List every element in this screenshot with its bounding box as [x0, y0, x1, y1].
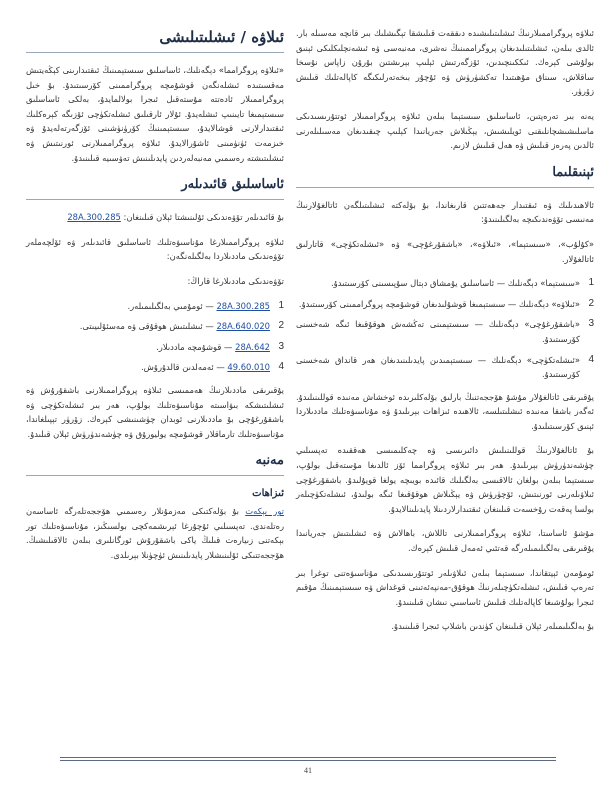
list-item-text — [26, 319, 270, 334]
reference-list — [26, 299, 284, 375]
reference-description: — ئەمەلدىن قالدۇرۇش. — [141, 362, 225, 373]
list-item — [296, 276, 594, 291]
list-item-text — [26, 360, 270, 375]
list-item-number: 4 — [278, 361, 284, 373]
section2-paragraph: ئىلاۋە پروگراممىلارغا مۇناسىۋەتلىك ئاساسلىق قائىدىلەر ۋە ئۆلچەملەر تۆۋەندىكى ماددىلاردا بەلگىلەنگەن: — [26, 236, 284, 262]
list-item-number: 2 — [278, 320, 284, 332]
body-paragraph-2: مۇشۇ ئاساستا، ئىلاۋە پروگراممىلارنى تاللاش، باھالاش ۋە ئىشلىتىش جەريانىدا يۇقىرىقى بەلگىلىمىلەرگە قەتئىي ئەمەل قىلىش كېرەك. — [296, 528, 594, 554]
section3-paragraph-text: بۇ بۆلەكتىكى مەزمۇنلار رەسمىي ھۆججەتلەرگە ئاساسەن رەتلەندى. تەپسىلىي ئۇچۇرغا ئېرىشمەكچى بولسىڭىز، مۇناسىۋەتلىك تور بېكەتنى زىيارەت قىلىڭ ياكى باشقۇرۇش ئورگانلىرى بىلەن ئالاقىلىشىڭ. ھۆججەتتىكى ئۇلىنىشلار پايدىلىنىش ئۈچۈنلا بېرىلدى. — [26, 506, 284, 561]
list-item — [26, 340, 284, 355]
list-item-text: «باشقۇرغۇچى» دېگەنلىك — سىستېمىنى تەڭشەش ھوقۇقىغا ئىگە شەخسنى كۆرسىتىدۇ. — [296, 319, 580, 344]
section1-paragraph: «ئىلاۋە پروگرامما» دېگەنلىك، ئاساسلىق سىستېمىنىڭ ئىقتىدارىنى كېڭەيتىش مەقسىتىدە ئىشلەنگەن قوشۇمچە پروگراممىنى كۆرسىتىدۇ. بۇ خىل پروگراممىلار ئادەتتە مۇستەقىل ئىجرا بولالمايدۇ، بەلكى ئاساسلىق سىستېمىغا تايىنىپ ئىشلەيدۇ. ئۇلار ئارقىلىق ئىشلەتكۈچى ئۆزىگە كېرەكلىك ئىقتىدارلارنى قوشالايدۇ، سىستېمىنىڭ كۆرۈنۈشىنى ئۆزگەرتەلەيدۇ ۋە خىزمەت ئۈنۈمىنى ئاشۇرالايدۇ. ئىلاۋە پروگراممىلارنى ئورنىتىش ۋە ئىشلىتىشتە رەسمىي مەنبەلەردىن پايدىلىنىش تەۋسىيە قىلىنىدۇ. — [26, 65, 284, 163]
reference-link[interactable]: 28A.640.020 — [216, 321, 270, 332]
intro-paragraph-2: يەنە بىر تەرەپتىن، ئاساسلىق سىستېما بىلەن ئىلاۋە پروگراممىلار ئوتتۇرىسىدىكى ماسلىشىشچانلىقنى ئويلىشىش، يېڭىلاش جەريانىدا كېلىپ چىقىدىغان مەسىلىلەرنى ئالدىن پەرەز قىلىش ۋە ھەل قىلىش لازىم. — [296, 110, 594, 151]
section1-heading: ئىلاۋە / ئىشلىتىلىشى — [159, 28, 284, 46]
section2-after-paragraph: يۇقىرىقى ماددىلارنىڭ ھەممىسى ئىلاۋە پروگراممىلارنى باشقۇرۇش ۋە ئىشلىتىشكە بىۋاسىتە مۇناسىۋەتلىك بولۇپ، ھەر بىر ئىشلەتكۈچى ۋە باشقۇرغۇچى بۇ ماددىلارنى ئوبدان چۈشىنىشى كېرەك. زۆرۈر تېپىلغاندا، مۇناسىۋەتلىك تارماقلار قوشۇمچە يوليورۇق ۋە چۈشەندۈرۈش ئېلان قىلىدۇ. — [26, 384, 284, 439]
list-item — [26, 299, 284, 314]
definitions-paragraph: ئالاھىدىلىك ۋە ئىقتىدار جەھەتتىن قارىغاندا، بۇ بۆلەكتە ئىشلىتىلگەن ئاتالغۇلارنىڭ مەنىسى تۆۋەندىكىچە بەلگىلىنىدۇ: — [296, 199, 594, 225]
links-intro: تۆۋەندىكى ماددىلارغا قاراڭ: — [187, 275, 284, 286]
list-item-text — [26, 299, 270, 314]
list-item-number: 4 — [588, 353, 594, 365]
list-item-number: 1 — [588, 277, 594, 289]
section2-intro-text: بۇ قائىدىلەر تۆۋەندىكى ئۇلىنىشتا ئېلان قىلىنغان: — [123, 212, 284, 223]
body-paragraph-1: بۇ ئاتالغۇلارنىڭ قوللىنىلىش دائىرىسى ۋە چەكلىمىسى ھەققىدە تەپسىلىي چۈشەندۈرۈش بېرىلىدۇ. ھەر بىر ئىلاۋە پروگرامما ئۆز ئالدىغا مۇستەقىل بولۇپ، سىستېما بىلەن بولغان ئالاقىسى بەلگىلىك قائىدە بويىچە يولغا قويۇلىدۇ. باشقۇرغۇچى ئىلاۋىلەرنى ئورنىتىش، ئۆچۈرۈش ۋە يېڭىلاش ھوقۇقىغا ئىگە بولىدۇ، ئىشلەتكۈچىلەر بولسا پەقەت رۇخسەت قىلىنغان ئىقتىدارلاردىنلا پايدىلىنالايدۇ. — [296, 445, 594, 514]
list-item-number: 3 — [278, 340, 284, 352]
definitions-list — [296, 276, 594, 382]
reference-description: — قوشۇمچە ماددىلار. — [156, 341, 233, 352]
footer-rule-bottom — [60, 760, 556, 761]
definitions-heading: ئېنىقلىما — [552, 164, 594, 180]
definitions-sub-paragraph: «كۇلۇب»، «سىستېما»، «ئىلاۋە»، «باشقۇرغۇچى» ۋە «ئىشلەتكۈچى» قاتارلىق ئاتالغۇلار. — [296, 238, 594, 264]
list-item-text: «ئىشلەتكۈچى» دېگەنلىك — سىستېمىدىن پايدىلىنىدىغان ھەر قانداق شەخسنى كۆرسىتىدۇ. — [296, 354, 580, 380]
right-column — [296, 26, 594, 644]
body-paragraph-4: بۇ بەلگىلىمىلەر ئېلان قىلىنغان كۈندىن باشلاپ ئىجرا قىلىنىدۇ. — [391, 621, 594, 632]
definitions-rule — [296, 187, 594, 188]
list-item — [26, 360, 284, 375]
list-item-text: «سىستېما» دېگەنلىك — ئاساسلىق يۇمشاق دېتال سۇپىسىنى كۆرسىتىدۇ. — [331, 278, 580, 289]
reference-description: — ئىشلىتىش ھوقۇقى ۋە مەسئۇلىيىتى. — [79, 321, 214, 332]
list-item — [296, 317, 594, 346]
section3-paragraph — [26, 504, 284, 562]
list-item-number: 3 — [588, 318, 594, 330]
section2-heading: ئاساسلىق قائىدىلەر — [181, 177, 284, 193]
list-item-text: «ئىلاۋە» دېگەنلىك — سىستېمىغا قوشۇلىدىغان قوشۇمچە پروگراممىنى كۆرسىتىدۇ. — [298, 298, 580, 309]
list-item-number: 1 — [278, 299, 284, 311]
footer-rule-top — [60, 757, 556, 758]
section3-subheading: ئىزاھات — [252, 488, 284, 500]
section3-heading: مەنبە — [255, 453, 284, 469]
section3-inline-link[interactable]: تور بېكەت — [245, 506, 284, 517]
page-number: 41 — [304, 766, 312, 775]
left-column — [26, 26, 284, 573]
reference-link[interactable]: 28A.642 — [235, 341, 270, 352]
body-paragraph-3: ئومۇمەن ئېيتقاندا، سىستېما بىلەن ئىلاۋىلەر ئوتتۇرىسىدىكى مۇناسىۋەتنى توغرا بىر تەرەپ قىلىش، ئىشلەتكۈچىلەرنىڭ ھوقۇق-مەنپەئەتىنى قوغداش ۋە سىستېمىنىڭ مۇقىم ئىجرا بولۇشىغا كاپالەتلىك قىلىش ئاساسىي نىشان قىلىنىدۇ. — [296, 567, 594, 607]
list-item-text — [26, 340, 270, 355]
list-item — [26, 319, 284, 334]
reference-link[interactable]: 49.60.010 — [227, 362, 270, 373]
section3-rule — [26, 475, 284, 476]
section1-rule — [26, 52, 284, 53]
section2-intro — [26, 210, 284, 225]
section2-link[interactable]: 28A.300.285 — [67, 212, 121, 223]
list-item-number: 2 — [588, 297, 594, 309]
reference-link[interactable]: 28A.300.285 — [216, 300, 270, 311]
section2-rule — [26, 199, 284, 200]
reference-description: — ئومۇمىي بەلگىلىمىلەر. — [127, 300, 214, 311]
list-item — [296, 297, 594, 312]
list-item — [296, 353, 594, 382]
intro-paragraph-1: ئىلاۋە پروگراممىلارنىڭ ئىشلىتىلىشىدە دىققەت قىلىشقا تېگىشلىك بىر قانچە مەسىلە بار. ئالدى بىلەن، ئىشلىتىلىدىغان پروگراممىنىڭ نەشرى، مەنبەسى ۋە ئىشەنچلىكلىكى ئېنىق بولۇشى كېرەك. ئىككىنچىدىن، ئۆزگەرتىش ئېلىپ بېرىشتىن بۇرۇن زاپاس نۇسخا ساقلاش، سىناق مۇھىتىدا تەكشۈرۈش ۋە ئۇچۇر بىخەتەرلىكىگە كاپالەتلىك قىلىش زۆرۈر. — [296, 28, 594, 97]
after-items-paragraph: يۇقىرىقى ئاتالغۇلار مۇشۇ ھۆججەتنىڭ بارلىق بۆلەكلىرىدە ئوخشاش مەنىدە قوللىنىلىدۇ. ئەگەر باشقا مەنىدە ئىشلىتىلسە، ئالاھىدە ئىزاھات بېرىلىدۇ ۋە مۇناسىۋەتلىك ماددىلاردا ئېنىق كۆرسىتىلىدۇ. — [296, 391, 594, 431]
